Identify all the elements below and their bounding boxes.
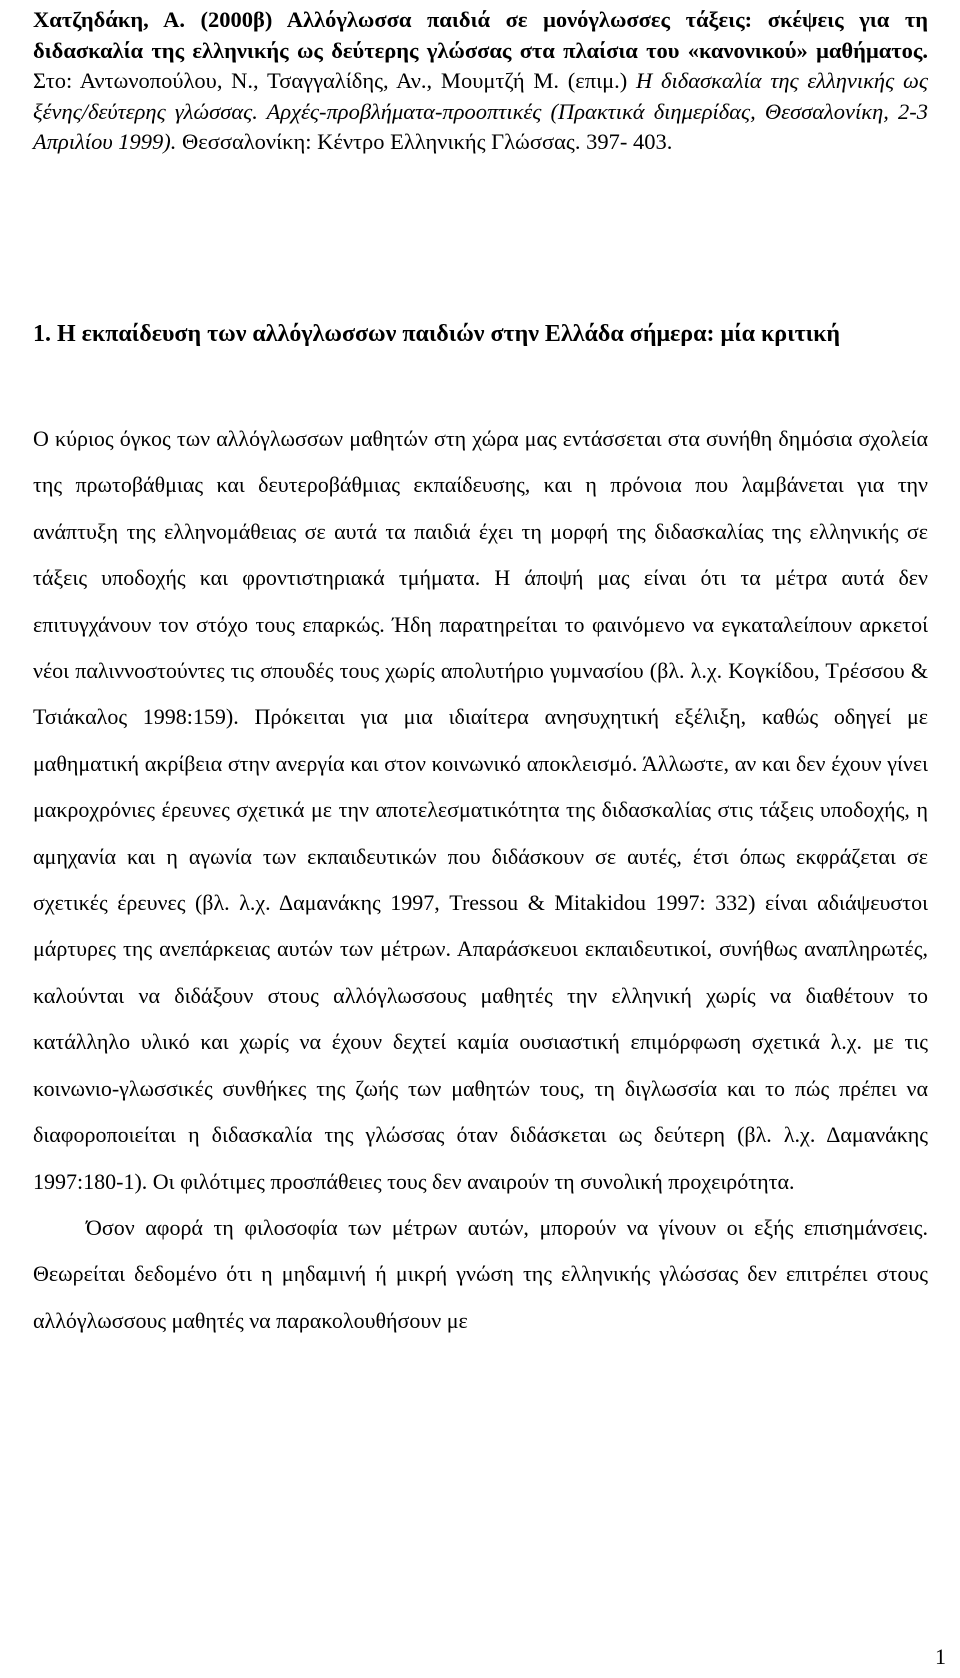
reference-publisher: Θεσσαλονίκη: Κέντρο Ελληνικής Γλώσσας. 397- 403. (176, 129, 673, 154)
body-text (33, 416, 928, 1344)
section-heading: 1. Η εκπαίδευση των αλλόγλωσσων παιδιών στην Ελλάδα σήμερα: μία κριτική (33, 321, 841, 347)
paragraph: Όσον αφορά τη φιλοσοφία των μέτρων αυτών, μπορούν να γίνουν οι εξής επισημάνσεις. Θεωρείται δεδομένο ότι η μηδαμινή ή μικρή γνώση της ελληνικής γλώσσας δεν επιτρέπει στους αλλόγλωσσους μαθητές να παρακολουθήσουν με (33, 1214, 928, 1333)
reference-volume-title: Η διδασκαλία της ελληνικής ως ξένης/δεύτερης γλώσσας. Αρχές-προβλήματα-προοπτικές (Πρακτικά διημερίδας, Θεσσαλονίκη, 2-3 Απριλίου 1999). (33, 68, 928, 154)
bibliographic-reference (33, 5, 928, 158)
reference-author-title: Χατζηδάκη, Α. (2000β) Αλλόγλωσσα παιδιά σε μονόγλωσσες τάξεις: σκέψεις για τη διδασκαλία της ελληνικής ως δεύτερης γλώσσας στα πλαίσια του «κανονικού» μαθήματος. (33, 7, 928, 63)
paragraph: Ο κύριος όγκος των αλλόγλωσσων μαθητών στη χώρα μας εντάσσεται στα συνήθη δημόσια σχολεία της πρωτοβάθμιας και δευτεροβάθμιας εκπαίδευσης, και η πρόνοια που λαμβάνεται για την ανάπτυξη της ελληνομάθειας σε αυτά τα παιδιά έχει τη μορφή της διδασκαλίας της ελληνικής σε τάξεις υποδοχής και φροντιστηριακά τμήματα. Η άποψή μας είναι ότι τα μέτρα αυτά δεν επιτυγχάνουν τον στόχο τους επαρκώς. Ήδη παρατηρείται το φαινόμενο να εγκαταλείπουν αρκετοί νέοι παλιννοστούντες τις σπουδές τους χωρίς απολυτήριο γυμνασίου (βλ. λ.χ. Κογκίδου, Τρέσσου & Τσιάκαλος 1998:159). Πρόκειται για μια ιδιαίτερα ανησυχητική εξέλιξη, καθώς οδηγεί με μαθηματική ακρίβεια στην ανεργία και στον κοινωνικό αποκλεισμό. Άλλωστε, αν και δεν έχουν γίνει μακροχρόνιες έρευνες σχετικά με την αποτελεσματικότητα της διδασκαλίας στις τάξεις υποδοχής, η αμηχανία και η αγωνία των εκπαιδευτικών που διδάσκουν σε αυτές, έτσι όπως εκφράζεται σε σχετικές έρευνες (βλ. λ.χ. Δαμανάκης 1997, Tressou & Mitakidou 1997: 332) είναι αδιάψευστοι μάρτυρες της ανεπάρκειας αυτών των μέτρων. Απαράσκευοι εκπαιδευτικοί, συνήθως αναπληρωτές, καλούνται να διδάξουν στους αλλόγλωσσους μαθητές την ελληνική χωρίς να διαθέτουν το κατάλληλο υλικό και χωρίς να έχουν δεχτεί καμία ουσιαστική επιμόρφωση σχετικά λ.χ. με τις κοινωνιο-γλωσσικές συνθήκες της ζωής των μαθητών τους, τη διγλωσσία και το πώς πρέπει να διαφοροποιείται η διδασκαλία της γλώσσας όταν διδάσκεται ως δεύτερη (βλ. λ.χ. Δαμανάκης 1997:180-1). Οι φιλότιμες προσπάθειες τους δεν αναιρούν τη συνολική προχειρότητα. (33, 426, 928, 1194)
page-number: 1 (935, 1644, 946, 1669)
reference-editors: Στο: Αντωνοπούλου, Ν., Τσαγγαλίδης, Αν., Μουμτζή Μ. (επιμ.) (33, 68, 637, 93)
